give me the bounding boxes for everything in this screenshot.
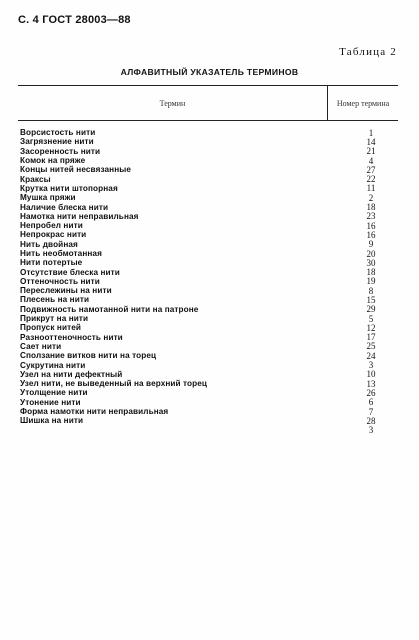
term-cell: Комок на пряже (20, 156, 86, 166)
term-cell: Узел на нити дефектный (20, 369, 123, 379)
term-number-cell: 10 (366, 369, 376, 380)
term-number-cell: 3 (368, 360, 374, 371)
term-number-cell: 12 (366, 322, 376, 333)
term-cell: Прикрут на нити (20, 314, 89, 324)
page-title: АЛФАВИТНЫЙ УКАЗАТЕЛЬ ТЕРМИНОВ (120, 67, 299, 77)
page-header: С. 4 ГОСТ 28003—88 (18, 14, 131, 26)
table-row (18, 230, 398, 239)
term-number-cell: 8 (368, 285, 374, 296)
table-row (18, 370, 398, 379)
term-cell: Засоренность нити (20, 146, 101, 156)
term-cell: Краксы (20, 174, 51, 184)
term-number-cell: 24 (366, 350, 376, 361)
table-row (18, 277, 398, 286)
term-number-cell: 30 (366, 257, 376, 268)
term-number-cell: 16 (366, 220, 376, 231)
term-number-cell: 28 (366, 415, 376, 426)
table-row (18, 426, 398, 435)
table-row (18, 398, 398, 407)
term-number-cell: 9 (368, 239, 374, 250)
term-cell: Узел нити, не выведенный на верхний торец (20, 379, 208, 389)
term-cell: Мушка пряжи (20, 193, 76, 203)
term-number-cell: 6 (368, 397, 374, 408)
table-row (18, 202, 398, 211)
table-row (18, 165, 398, 174)
term-number-cell: 13 (366, 378, 376, 389)
table-row (18, 137, 398, 146)
table-row (18, 342, 398, 351)
term-cell: Загрязнение нити (20, 137, 94, 147)
table-row (18, 286, 398, 295)
table-row (18, 314, 398, 323)
table-row (18, 184, 398, 193)
term-cell: Намотка нити неправильная (20, 211, 139, 221)
term-number-cell: 18 (366, 267, 376, 278)
term-number-cell: 15 (366, 295, 376, 305)
term-cell: Пропуск нитей (20, 323, 81, 333)
term-cell: Крутка нити штопорная (20, 183, 118, 193)
term-cell: Концы нитей несвязанные (20, 165, 131, 175)
term-number-cell: 17 (366, 332, 376, 343)
table-row (18, 333, 398, 342)
term-cell: Нить двойная (20, 239, 78, 249)
term-number-cell: 27 (366, 164, 376, 175)
term-cell: Сползание витков нити на торец (20, 351, 157, 361)
term-cell: Разнооттеночность нити (20, 332, 123, 342)
column-header-number: Номер термина (327, 86, 398, 120)
term-number-cell: 16 (366, 229, 376, 240)
table-label: Таблица 2 (339, 46, 397, 58)
term-cell: Подвижность намотанной нити на патроне (20, 304, 199, 314)
table-row (18, 267, 398, 276)
table-row (18, 360, 398, 369)
term-cell: Плесень на нити (20, 295, 90, 305)
term-cell: Утолщение нити (20, 388, 88, 398)
term-number-cell: 5 (368, 313, 374, 324)
table-row (18, 212, 398, 221)
term-cell: Отсутствие блеска нити (20, 267, 120, 277)
table-row (18, 249, 398, 258)
term-cell: Сает нити (20, 341, 62, 351)
term-number-cell: 26 (366, 387, 376, 398)
term-number-cell: 3 (368, 425, 374, 436)
terms-table (18, 85, 398, 435)
term-number-cell: 2 (368, 192, 374, 203)
table-header-row (18, 86, 398, 121)
term-number-cell: 1 (368, 127, 374, 138)
table-row (18, 147, 398, 156)
term-number-cell: 18 (366, 202, 376, 213)
table-row (18, 323, 398, 332)
column-header-term: Термин (159, 98, 186, 108)
term-number-cell: 4 (368, 155, 374, 166)
term-number-cell: 11 (366, 183, 376, 194)
table-body (18, 121, 398, 435)
term-cell: Шишка на нити (20, 416, 84, 426)
term-number-cell: 22 (366, 174, 376, 185)
table-row (18, 416, 398, 425)
term-cell: Нити потертые (20, 258, 83, 268)
term-cell: Сукрутина нити (20, 360, 86, 370)
term-cell: Оттеночность нити (20, 276, 100, 286)
term-cell: Утонение нити (20, 397, 81, 407)
table-row (18, 351, 398, 360)
term-cell: Наличие блеска нити (20, 202, 109, 212)
table-row (18, 156, 398, 165)
table-row (18, 193, 398, 202)
table-row (18, 174, 398, 183)
term-cell: Форма намотки нити неправильная (20, 407, 169, 417)
term-number-cell: 7 (368, 406, 374, 417)
term-number-cell: 20 (366, 248, 376, 259)
table-row (18, 221, 398, 230)
table-row (18, 379, 398, 388)
term-cell: Нить необмотанная (20, 249, 102, 258)
term-number-cell: 19 (366, 276, 376, 287)
table-row (18, 388, 398, 397)
table-row (18, 305, 398, 314)
term-number-cell: 14 (366, 136, 376, 147)
table-row (18, 295, 398, 304)
term-cell: Непробел нити (20, 221, 83, 231)
table-row (18, 128, 398, 137)
term-number-cell: 23 (366, 211, 376, 222)
table-row (18, 240, 398, 249)
term-number-cell: 25 (366, 341, 376, 352)
term-cell: Непрокрас нити (20, 230, 87, 240)
term-number-cell: 21 (366, 146, 376, 157)
term-number-cell: 29 (366, 304, 376, 315)
table-row (18, 407, 398, 416)
term-cell: Ворсистость нити (20, 128, 96, 138)
term-cell: Переслежины на нити (20, 286, 112, 296)
table-row (18, 258, 398, 267)
